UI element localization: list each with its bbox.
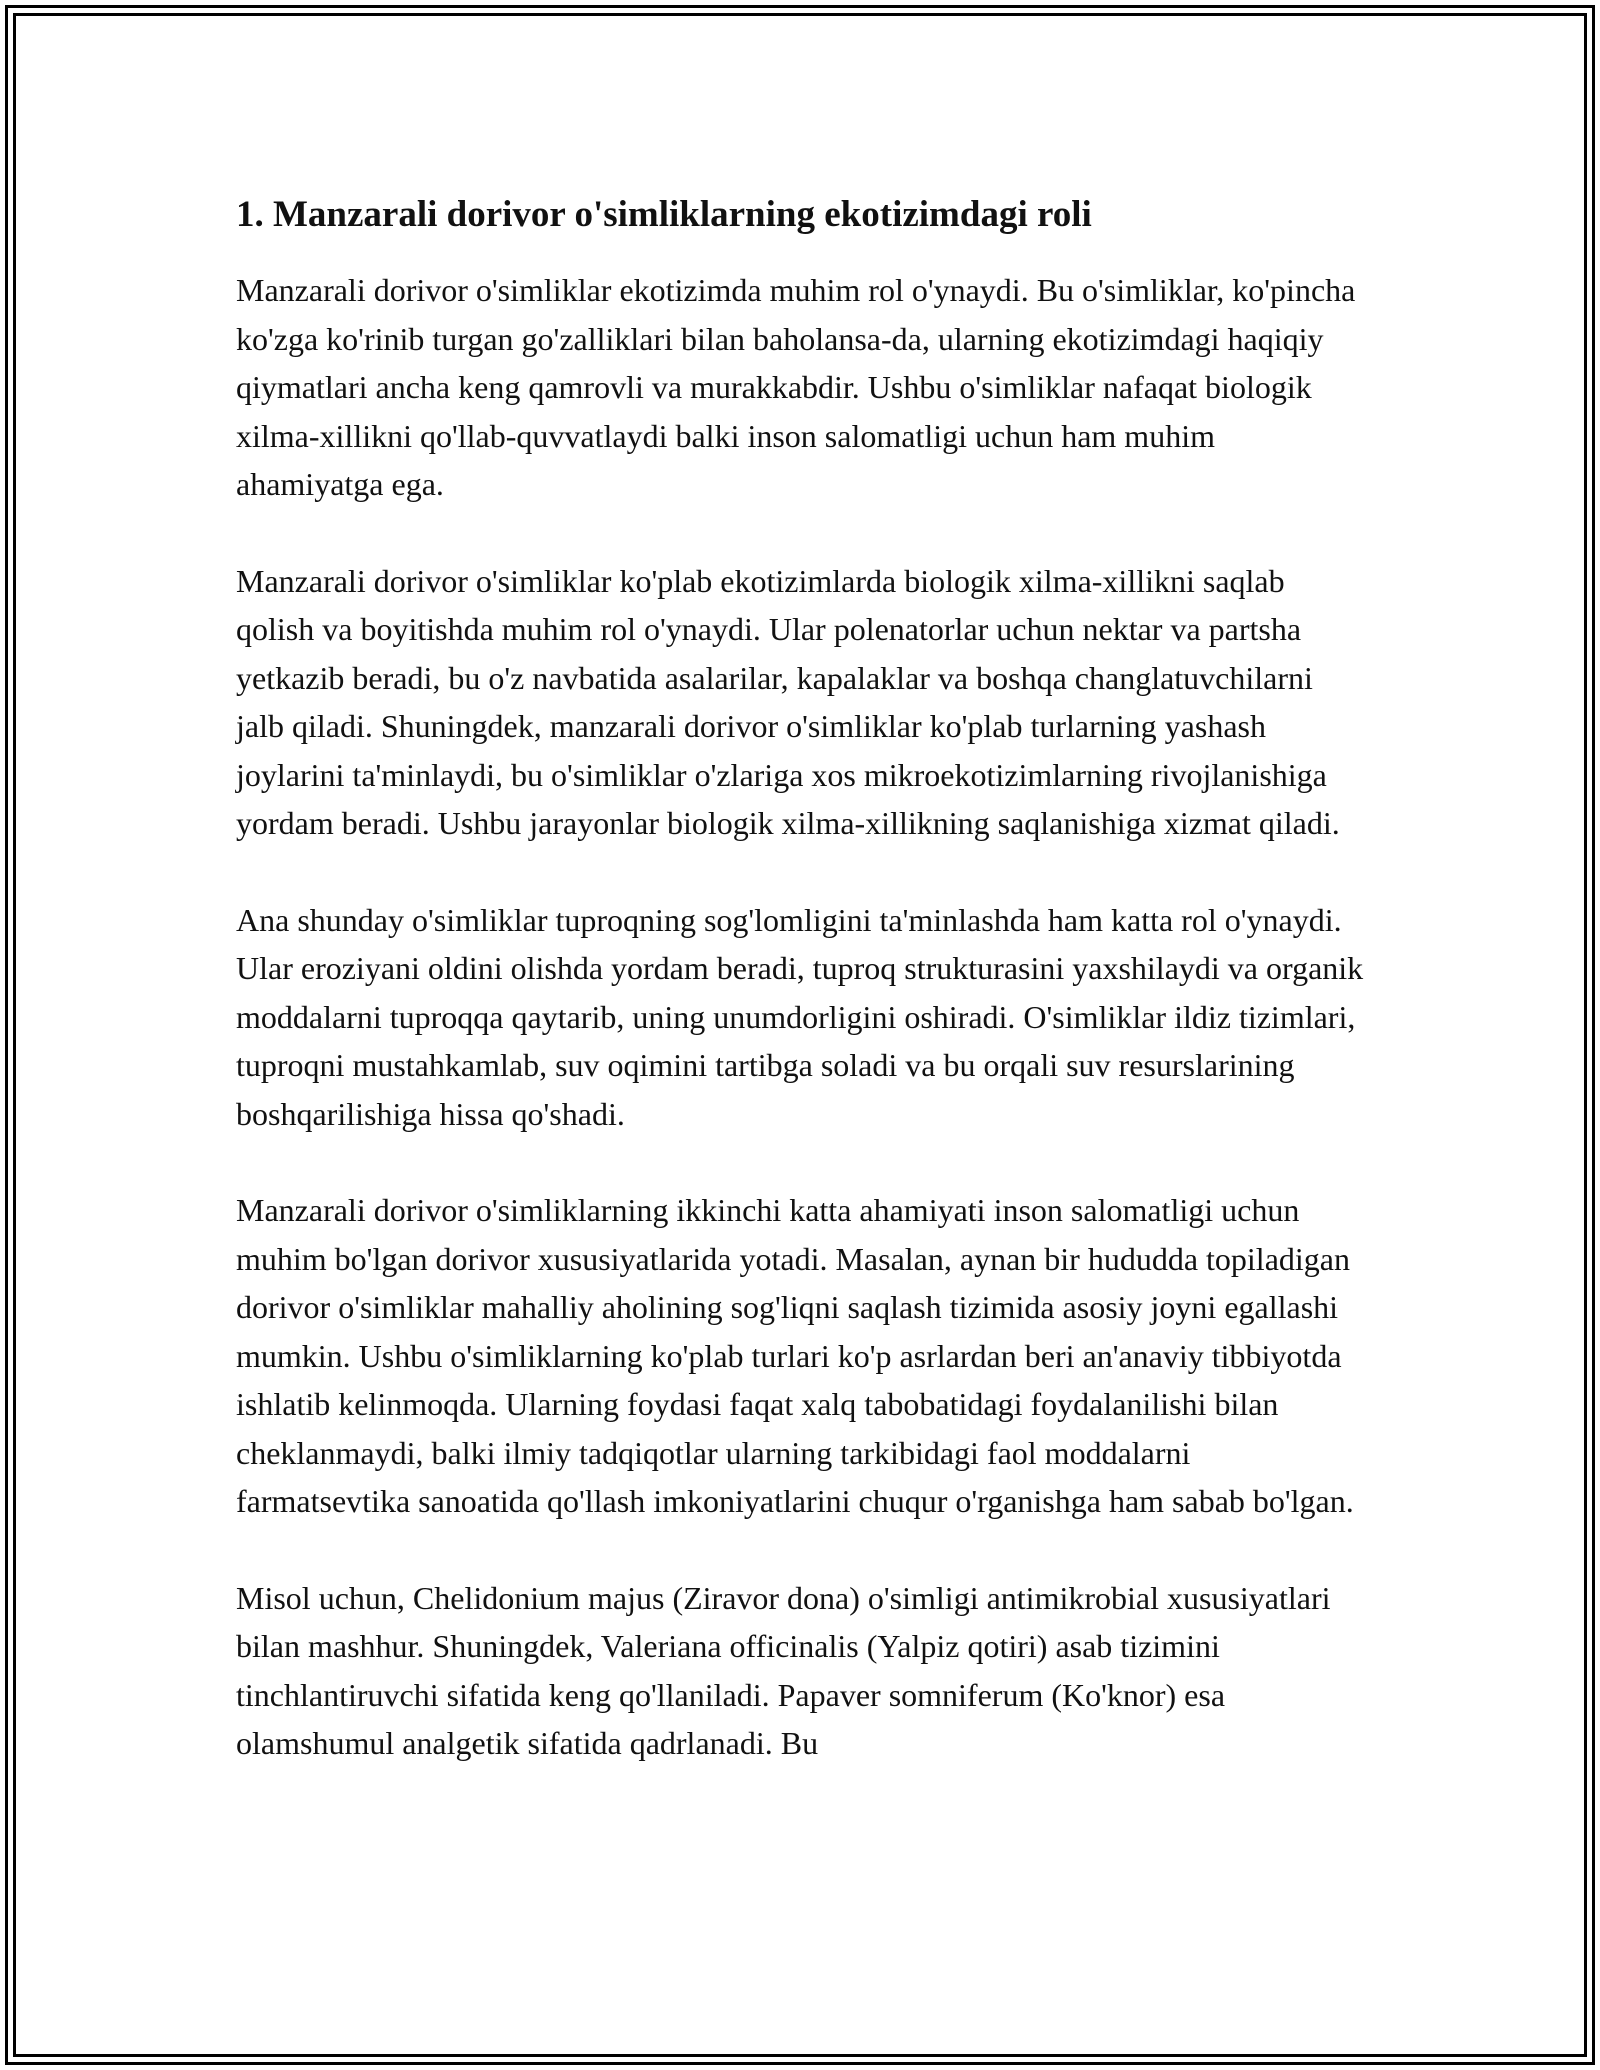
paragraph-4: Manzarali dorivor o'simliklarning ikkinchi katta ahamiyati inson salomatligi uchun muhim bo'lgan dorivor xususiyatlarida yotadi. Masalan, aynan bir hududda topiladigan dorivor o'simliklar mahalliy aholining sog'liqni saqlash tizimida asosiy joyni egallashi mumkin. Ushbu o'simliklarning ko'plab turlari ko'p asrlardan beri an'anaviy tibbiyotda ishlatib kelinmoqda. Ularning foydasi faqat xalq tabobatidagi foydalanilishi bilan cheklanmaydi, balki ilmiy tadqiqotlar ularning tarkibidagi faol moddalarni farmatsevtika sanoatida qo'llash imkoniyatlarini chuqur o'rganishga ham sabab bo'lgan.	[236, 1192, 1354, 1519]
paragraph-3: Ana shunday o'simliklar tuproqning sog'lomligini ta'minlashda ham katta rol o'ynaydi. Ular eroziyani oldini olishda yordam beradi, tuproq strukturasini yaxshilaydi va organik moddalarni tuproqqa qaytarib, uning unumdorligini oshiradi. O'simliklar ildiz tizimlari, tuproqni mustahkamlab, suv oqimini tartibga soladi va bu orqali suv resurslarining boshqarilishiga hissa qo'shadi.	[236, 901, 1364, 1132]
paragraph-5: Misol uchun, Chelidonium majus (Ziravor dona) o'simligi antimikrobial xususiyatlari bilan mashhur. Shuningdek, Valeriana officinalis (Yalpiz qotiri) asab tizimini tinchlantiruvchi sifatida keng qo'llaniladi. Papaver somniferum (Ko'knor) esa olamshumul analgetik sifatida qadrlanadi. Bu	[236, 1579, 1331, 1761]
section-heading: 1. Manzarali dorivor o'simliklarning ekotizimdagi roli	[236, 194, 1092, 235]
paragraph-2: Manzarali dorivor o'simliklar ko'plab ekotizimlarda biologik xilma-xillikni saqlab qolish va boyitishda muhim rol o'ynaydi. Ular polenatorlar uchun nektar va partsha yetkazib beradi, bu o'z navbatida asalarilar, kapalaklar va boshqa changlatuvchilarni jalb qiladi. Shuningdek, manzarali dorivor o'simliklar ko'plab turlarning yashash joylarini ta'minlaydi, bu o'simliklar o'zlariga xos mikroekotizimlarning rivojlanishiga yordam beradi. Ushbu jarayonlar biologik xilma-xillikning saqlanishiga xizmat qiladi.	[236, 562, 1340, 841]
paragraph-1: Manzarali dorivor o'simliklar ekotizimda muhim rol o'ynaydi. Bu o'simliklar, ko'pincha ko'zga ko'rinib turgan go'zalliklari bilan baholansa-da, ularning ekotizimdagi haqiqiy qiymatlari ancha keng qamrovli va murakkabdir. Ushbu o'simliklar nafaqat biologik xilma-xillikni qo'llab-quvvatlaydi balki inson salomatligi uchun ham muhim ahamiyatga ega.	[236, 272, 1356, 502]
document-page	[236, 186, 1366, 1768]
